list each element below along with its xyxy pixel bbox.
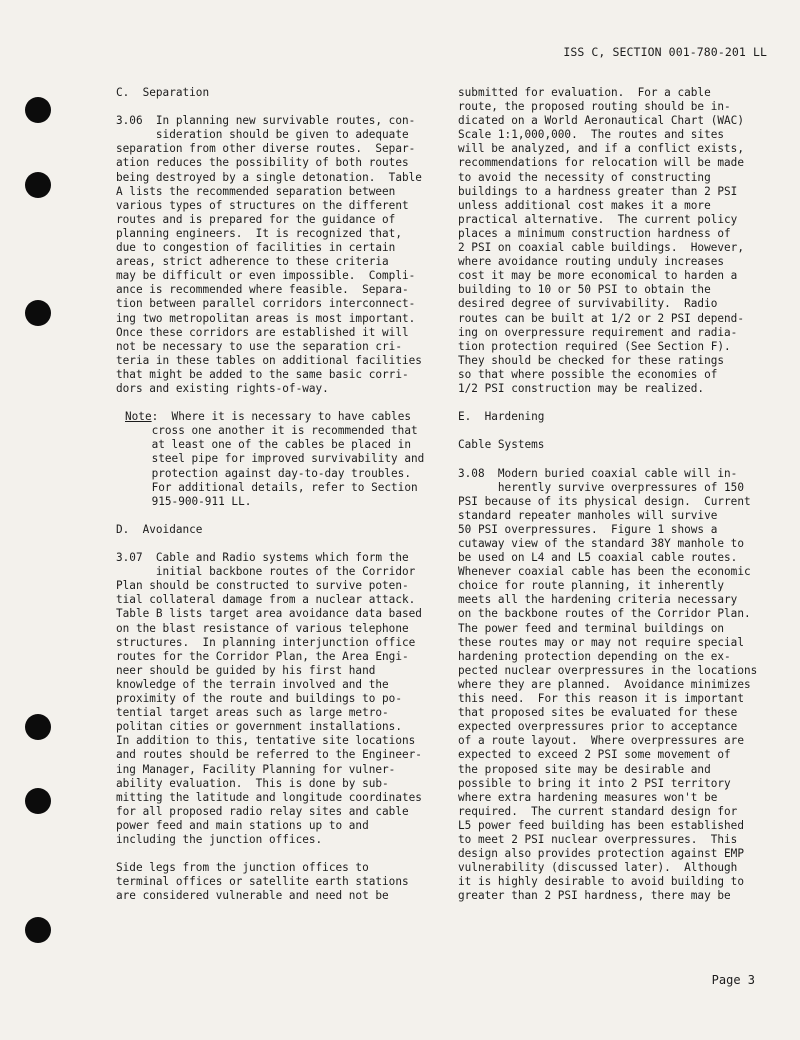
- binder-hole: [25, 300, 51, 326]
- paragraph-3-06: 3.06 In planning new survivable routes, con- sideration should be given to adequate separation from other diverse routes. Separ- ation reduces the possibility of both routes being destroyed by a single detonation. Table A lists the recommended separation between various types of structures on the different routes and is prepared for the guidance of planning engineers. It is recognized that, due to congestion of facilities in certain areas, strict adherence to these criteria may be difficult or even impossible. Compli- ance is recommended where feasible. Separa- tion between parallel corridors interconnect- ing two metropolitan areas is most important. Once these corridors are established it will not be necessary to use the separation cri- teria in these tables on additional facilities that might be added to the same basic corri- dors and existing rights-of-way.: [116, 114, 422, 395]
- right-column: [458, 86, 768, 903]
- left-column: [116, 86, 436, 903]
- binder-hole: [25, 172, 51, 198]
- paragraph-3-08: 3.08 Modern buried coaxial cable will in- herently survive overpressures of 150 PSI because of its physical design. Current standard repeater manholes will survive 50 PSI overpressures. Figure 1 shows a cutaway view of the standard 38Y manhole to be used on L4 and L5 coaxial cable routes. Whenever coaxial cable has been the economic choice for route planning, it inherently meets all the hardening criteria necessary on the backbone routes of the Corridor Plan. The power feed and terminal buildings on these routes may or may not require special hardening protection depending on the ex- pected nuclear overpressures in the locations where they are planned. Avoidance minimizes this need. For this reason it is important that proposed sites be evaluated for these expected overpressures prior to acceptance of a route layout. Where overpressures are expected to exceed 2 PSI some movement of the proposed site may be desirable and possible to bring it into 2 PSI territory where extra hardening measures won't be required. The current standard design for L5 power feed building has been established to meet 2 PSI nuclear overpressures. This design also provides protection against EMP vulnerability (discussed later). Although it is highly desirable to avoid building to greater than 2 PSI hardness, there may be: [458, 466, 758, 903]
- paragraph-3-07: 3.07 Cable and Radio systems which form the initial backbone routes of the Corridor Plan should be constructed to survive poten- tial collateral damage from a nuclear attack. Table B lists target area avoidance data based on the blast resistance of various telephone structures. In planning interjunction office routes for the Corridor Plan, the Area Engi- neer should be guided by his first hand knowledge of the terrain involved and the proximity of the route and buildings to po- tential target areas such as large metro- politan cities or government installations. In addition to this, tentative site locations and routes should be referred to the Engineer- ing Manager, Facility Planning for vulner- ability evaluation. This is done by sub- mitting the latitude and longitude coordinates for all proposed radio relay sites and cable power feed and main stations up to and including the junction offices.: [116, 551, 422, 846]
- page-header: ISS C, SECTION 001-780-201 LL: [563, 45, 767, 59]
- paragraph-3-07-continued: submitted for evaluation. For a cable route, the proposed routing should be in- dicated on a World Aeronautical Chart (WAC) Scale 1:1,000,000. The routes and sites will be analyzed, and if a conflict exists, recommendations for relocation will be made to avoid the necessity of constructing buildings to a hardness greater than 2 PSI unless additional cost makes it a more practical alternative. The current policy places a minimum construction hardness of 2 PSI on coaxial cable buildings. However, where avoidance routing unduly increases cost it may be more economical to harden a building to 10 or 50 PSI to obtain the desired degree of survivability. Radio routes can be built at 1/2 or 2 PSI depend- ing on overpressure requirement and radia- tion protection required (See Section F). They should be checked for these ratings so that where possible the economies of 1/2 PSI construction may be realized.: [458, 86, 744, 395]
- section-heading-separation: C. Separation: [116, 86, 210, 99]
- subheading-cable-systems: Cable Systems: [458, 438, 545, 452]
- binder-hole: [25, 788, 51, 814]
- note-label: Note: [125, 410, 152, 424]
- paragraph-side-legs: Side legs from the junction offices to terminal offices or satellite earth stations are considered vulnerable and need not be: [116, 861, 409, 903]
- section-heading-hardening: E. Hardening: [458, 410, 545, 424]
- page-number: Page 3: [711, 973, 755, 987]
- binder-hole: [25, 917, 51, 943]
- section-heading-avoidance: D. Avoidance: [116, 522, 203, 536]
- binder-hole: [25, 97, 51, 123]
- binder-hole: [25, 714, 51, 740]
- note-block: Note: Where it is necessary to have cables cross one another it is recommended that at least one of the cables be placed in steel pipe for improved survivability and protection against day-to-day troubles. For additional details, refer to Section 915-900-911 LL.: [125, 410, 425, 508]
